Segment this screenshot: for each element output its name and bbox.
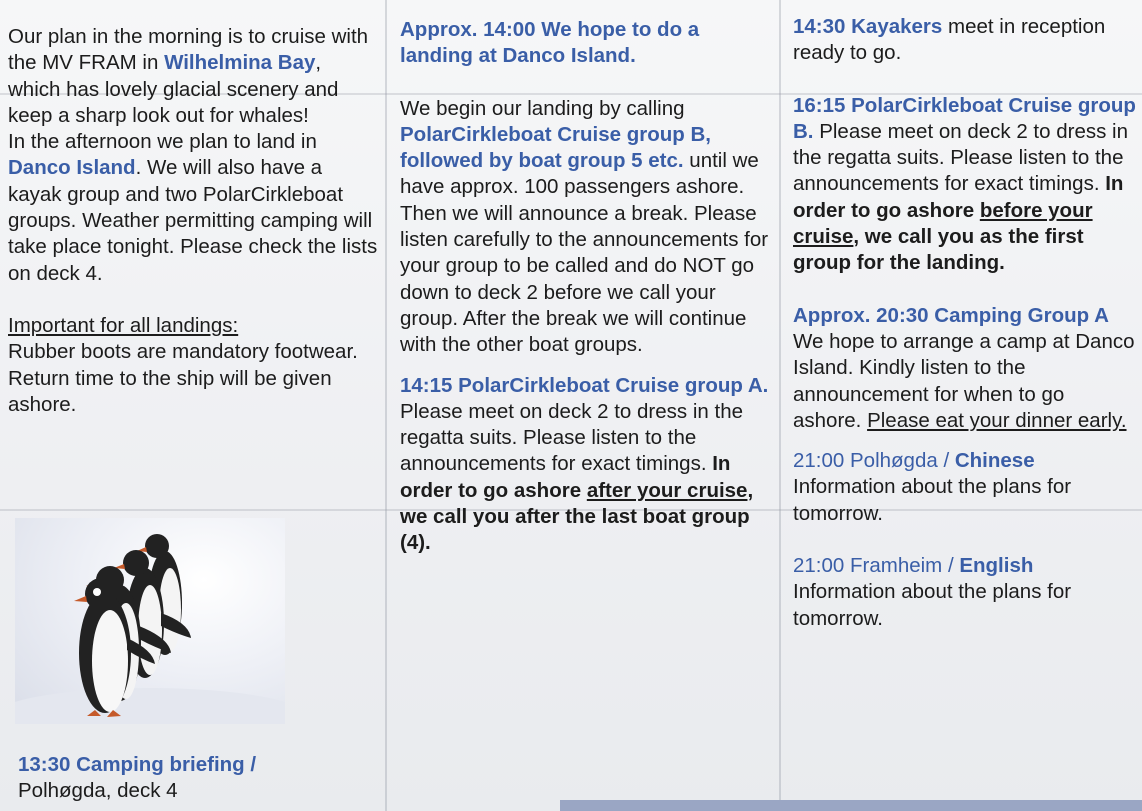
column-left [8, 24, 378, 418]
landing-paragraph [400, 96, 770, 359]
group-a-title: 14:15 PolarCirkleboat Cruise group A. [400, 373, 769, 397]
column-right [793, 14, 1138, 632]
fold-line [385, 0, 387, 811]
text: In order to go ashore [400, 452, 731, 502]
underlined-text: before your cruise [793, 198, 1093, 249]
text: In order to go ashore [793, 172, 1124, 222]
info-chinese [793, 448, 1138, 527]
morning-plan-paragraph [8, 24, 378, 129]
bottom-color-band [560, 800, 1142, 811]
place-name: Danco Island [8, 156, 136, 180]
text: meet in reception ready to go. [793, 15, 1106, 65]
info-language: Chinese [954, 449, 1035, 473]
briefing-location: Polhøgda, deck 4 [18, 779, 178, 803]
important-heading: Important for all landings: [8, 313, 239, 337]
afternoon-plan-paragraph [8, 129, 378, 287]
info-time: 21:00 Framheim / [793, 554, 960, 578]
camping-briefing [18, 752, 308, 805]
text: , we call you after the last boat group (4). [400, 478, 754, 555]
group-names: PolarCirkleboat Cruise group B, followed by boat group 5 etc. [400, 122, 711, 173]
text: . We will also have a kayak group and two PolarCirkleboat groups. Weather permitting camping will take place tonight. Please check the lists on deck 4. [8, 156, 378, 285]
text: , which has lovely glacial scenery and keep a sharp look out for whales! [8, 51, 339, 127]
fold-line [779, 0, 781, 811]
kayakers-paragraph [793, 14, 1138, 67]
text: Our plan in the morning is to cruise with the MV FRAM in [8, 25, 369, 75]
text: Please meet on deck 2 to dress in the regatta suits. Please listen to the announcements for exact timings. [400, 399, 744, 476]
penguins-photo [15, 518, 285, 724]
info-english [793, 553, 1138, 632]
info-text: Information about the plans for tomorrow. [793, 475, 1072, 525]
text: Please meet on deck 2 to dress in the regatta suits. Please listen to the announcements for exact timings. [793, 119, 1129, 196]
kayak-time: 14:30 Kayakers [793, 15, 943, 38]
camping-title: Approx. 20:30 Camping Group A [793, 303, 1109, 327]
text: In the afternoon we plan to land in [8, 130, 317, 154]
important-text: Rubber boots are mandatory footwear. Return time to the ship will be given ashore. [8, 340, 358, 416]
underlined-text: after your cruise [586, 478, 748, 502]
important-note [8, 313, 378, 418]
landing-heading: Approx. 14:00 We hope to do a landing at Danco Island. [400, 18, 700, 68]
group-b-paragraph [793, 93, 1138, 277]
text: until we have approx. 100 passengers ashore. Then we will announce a break. Please listen carefully to the announcements for your group to be called and do NOT go down to deck 2 before we call your group. After the break we will continue with the other boat groups. [400, 149, 769, 357]
penguins-illustration [15, 518, 285, 724]
group-b-title: 16:15 PolarCirkleboat Cruise group B. [793, 93, 1136, 143]
text: , we call you as the first group for the landing. [793, 225, 1084, 275]
info-language: English [959, 554, 1034, 578]
place-name: Wilhelmina Bay [164, 51, 316, 75]
column-middle [400, 17, 770, 557]
briefing-title: 13:30 Camping briefing / [18, 753, 257, 776]
info-text: Information about the plans for tomorrow. [793, 580, 1072, 630]
group-a-paragraph [400, 373, 770, 557]
text: We begin our landing by calling [400, 96, 685, 120]
underlined-text: Please eat your dinner early. [867, 408, 1127, 432]
text: We hope to arrange a camp at Danco Island. Kindly listen to the announcement for when to go ashore. [793, 329, 1135, 432]
info-time: 21:00 Polhøgda / [793, 449, 955, 473]
camping-paragraph [793, 303, 1138, 434]
